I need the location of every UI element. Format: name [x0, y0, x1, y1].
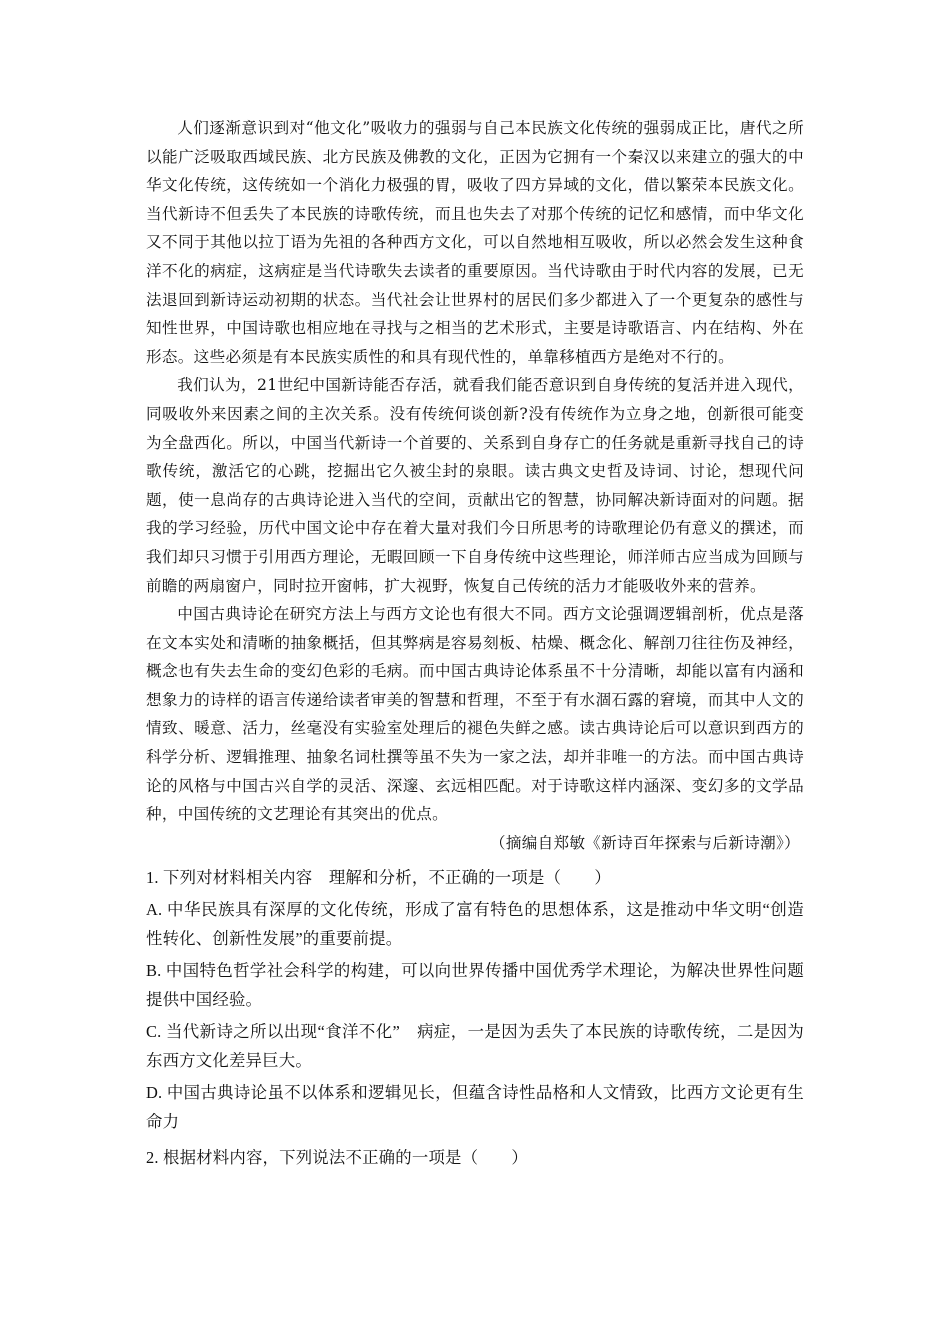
- question-1: [146, 863, 804, 1137]
- passage-paragraph-3: 中国古典诗论在研究方法上与西方文论也有很大不同。西方文论强调逻辑剖析，优点是落在文本实处和清晰的抽象概括，但其弊病是容易刻板、枯燥、概念化、解剖刀往往伤及神经，概念也有失去生命的变幻色彩的毛病。而中国古典诗论体系虽不十分清晰，却能以富有内涵和想象力的诗样的语言传递给读者审美的智慧和哲理，不至于有水涸石露的窘境，而其中人文的情致、暖意、活力，丝毫没有实验室处理后的褪色失鲜之感。读古典诗论后可以意识到西方的科学分析、逻辑推理、抽象名词杜撰等虽不失为一家之法，却并非唯一的方法。而中国古典诗论的风格与中国古兴自学的灵活、深邃、玄远相匹配。对于诗歌这样内涵深、变幻多的文学品种，中国传统的文艺理论有其突出的优点。: [146, 605, 804, 824]
- document-content: [146, 114, 804, 1174]
- passage-source: （摘编自郑敏《新诗百年探索与后新诗潮》）: [489, 833, 800, 852]
- question-1-stem: 1. 下列对材料相关内容 理解和分析，不正确的一项是（ ）: [146, 868, 611, 888]
- question-2-stem: 2. 根据材料内容，下列说法不正确的一项是（ ）: [146, 1147, 528, 1167]
- passage-paragraph-1: 人们逐渐意识到对“他文化”吸收力的强弱与自己本民族文化传统的强弱成正比，唐代之所以能广泛吸取西域民族、北方民族及佛教的文化，正因为它拥有一个秦汉以来建立的强大的中华文化传统，这传统如一个消化力极强的胃，吸收了四方异域的文化，借以繁荣本民族文化。当代新诗不但丢失了本民族的诗歌传统，而且也失去了对那个传统的记忆和感情，而中华文化又不同于其他以拉丁语为先祖的各种西方文化，可以自然地相互吸收，所以必然会发生这种食洋不化的病症，这病症是当代诗歌失去读者的重要原因。当代诗歌由于时代内容的发展，已无法退回到新诗运动初期的状态。当代社会让世界村的居民们多少都进入了一个更复杂的感性与知性世界，中国诗歌也相应地在寻找与之相当的艺术形式，主要是诗歌语言、内在结构、外在形态。这些必须是有本民族实质性的和具有现代性的，单靠移植西方是绝对不行的。: [146, 119, 804, 366]
- question-1-option-d: D. 中国古典诗论虽不以体系和逻辑见长，但蕴含诗性品格和人文情致，比西方文论更有生命力: [146, 1082, 804, 1132]
- question-1-option-a: A. 中华民族具有深厚的文化传统，形成了富有特色的思想体系，这是推动中华文明“创造性转化、创新性发展”的重要前提。: [146, 899, 804, 949]
- question-2: [146, 1143, 804, 1173]
- passage-paragraph-2: 我们认为，21世纪中国新诗能否存活，就看我们能否意识到自身传统的复活并进入现代，同吸收外来因素之间的主次关系。没有传统何谈创新?没有传统作为立身之地，创新很可能变为全盘西化。所以，中国当代新诗一个首要的、关系到自身存亡的任务就是重新寻找自己的诗歌传统，激活它的心跳，挖掘出它久被尘封的泉眼。读古典文史哲及诗词、讨论，想现代问题，使一息尚存的古典诗论进入当代的空间，贡献出它的智慧，协同解决新诗面对的问题。据我的学习经验，历代中国文论中存在着大量对我们今日所思考的诗歌理论仍有意义的撰述，而我们却只习惯于引用西方理论，无暇回顾一下自身传统中这些理论，师洋师古应当成为回顾与前瞻的两扇窗户，同时拉开窗帏，扩大视野，恢复自己传统的活力才能吸收外来的营养。: [146, 376, 804, 595]
- question-1-option-b: B. 中国特色哲学社会科学的构建，可以向世界传播中国优秀学术理论，为解决世界性问题提供中国经验。: [146, 960, 804, 1010]
- question-1-option-c: C. 当代新诗之所以出现“食洋不化” 病症，一是因为丢失了本民族的诗歌传统，二是因为东西方文化差异巨大。: [146, 1021, 804, 1071]
